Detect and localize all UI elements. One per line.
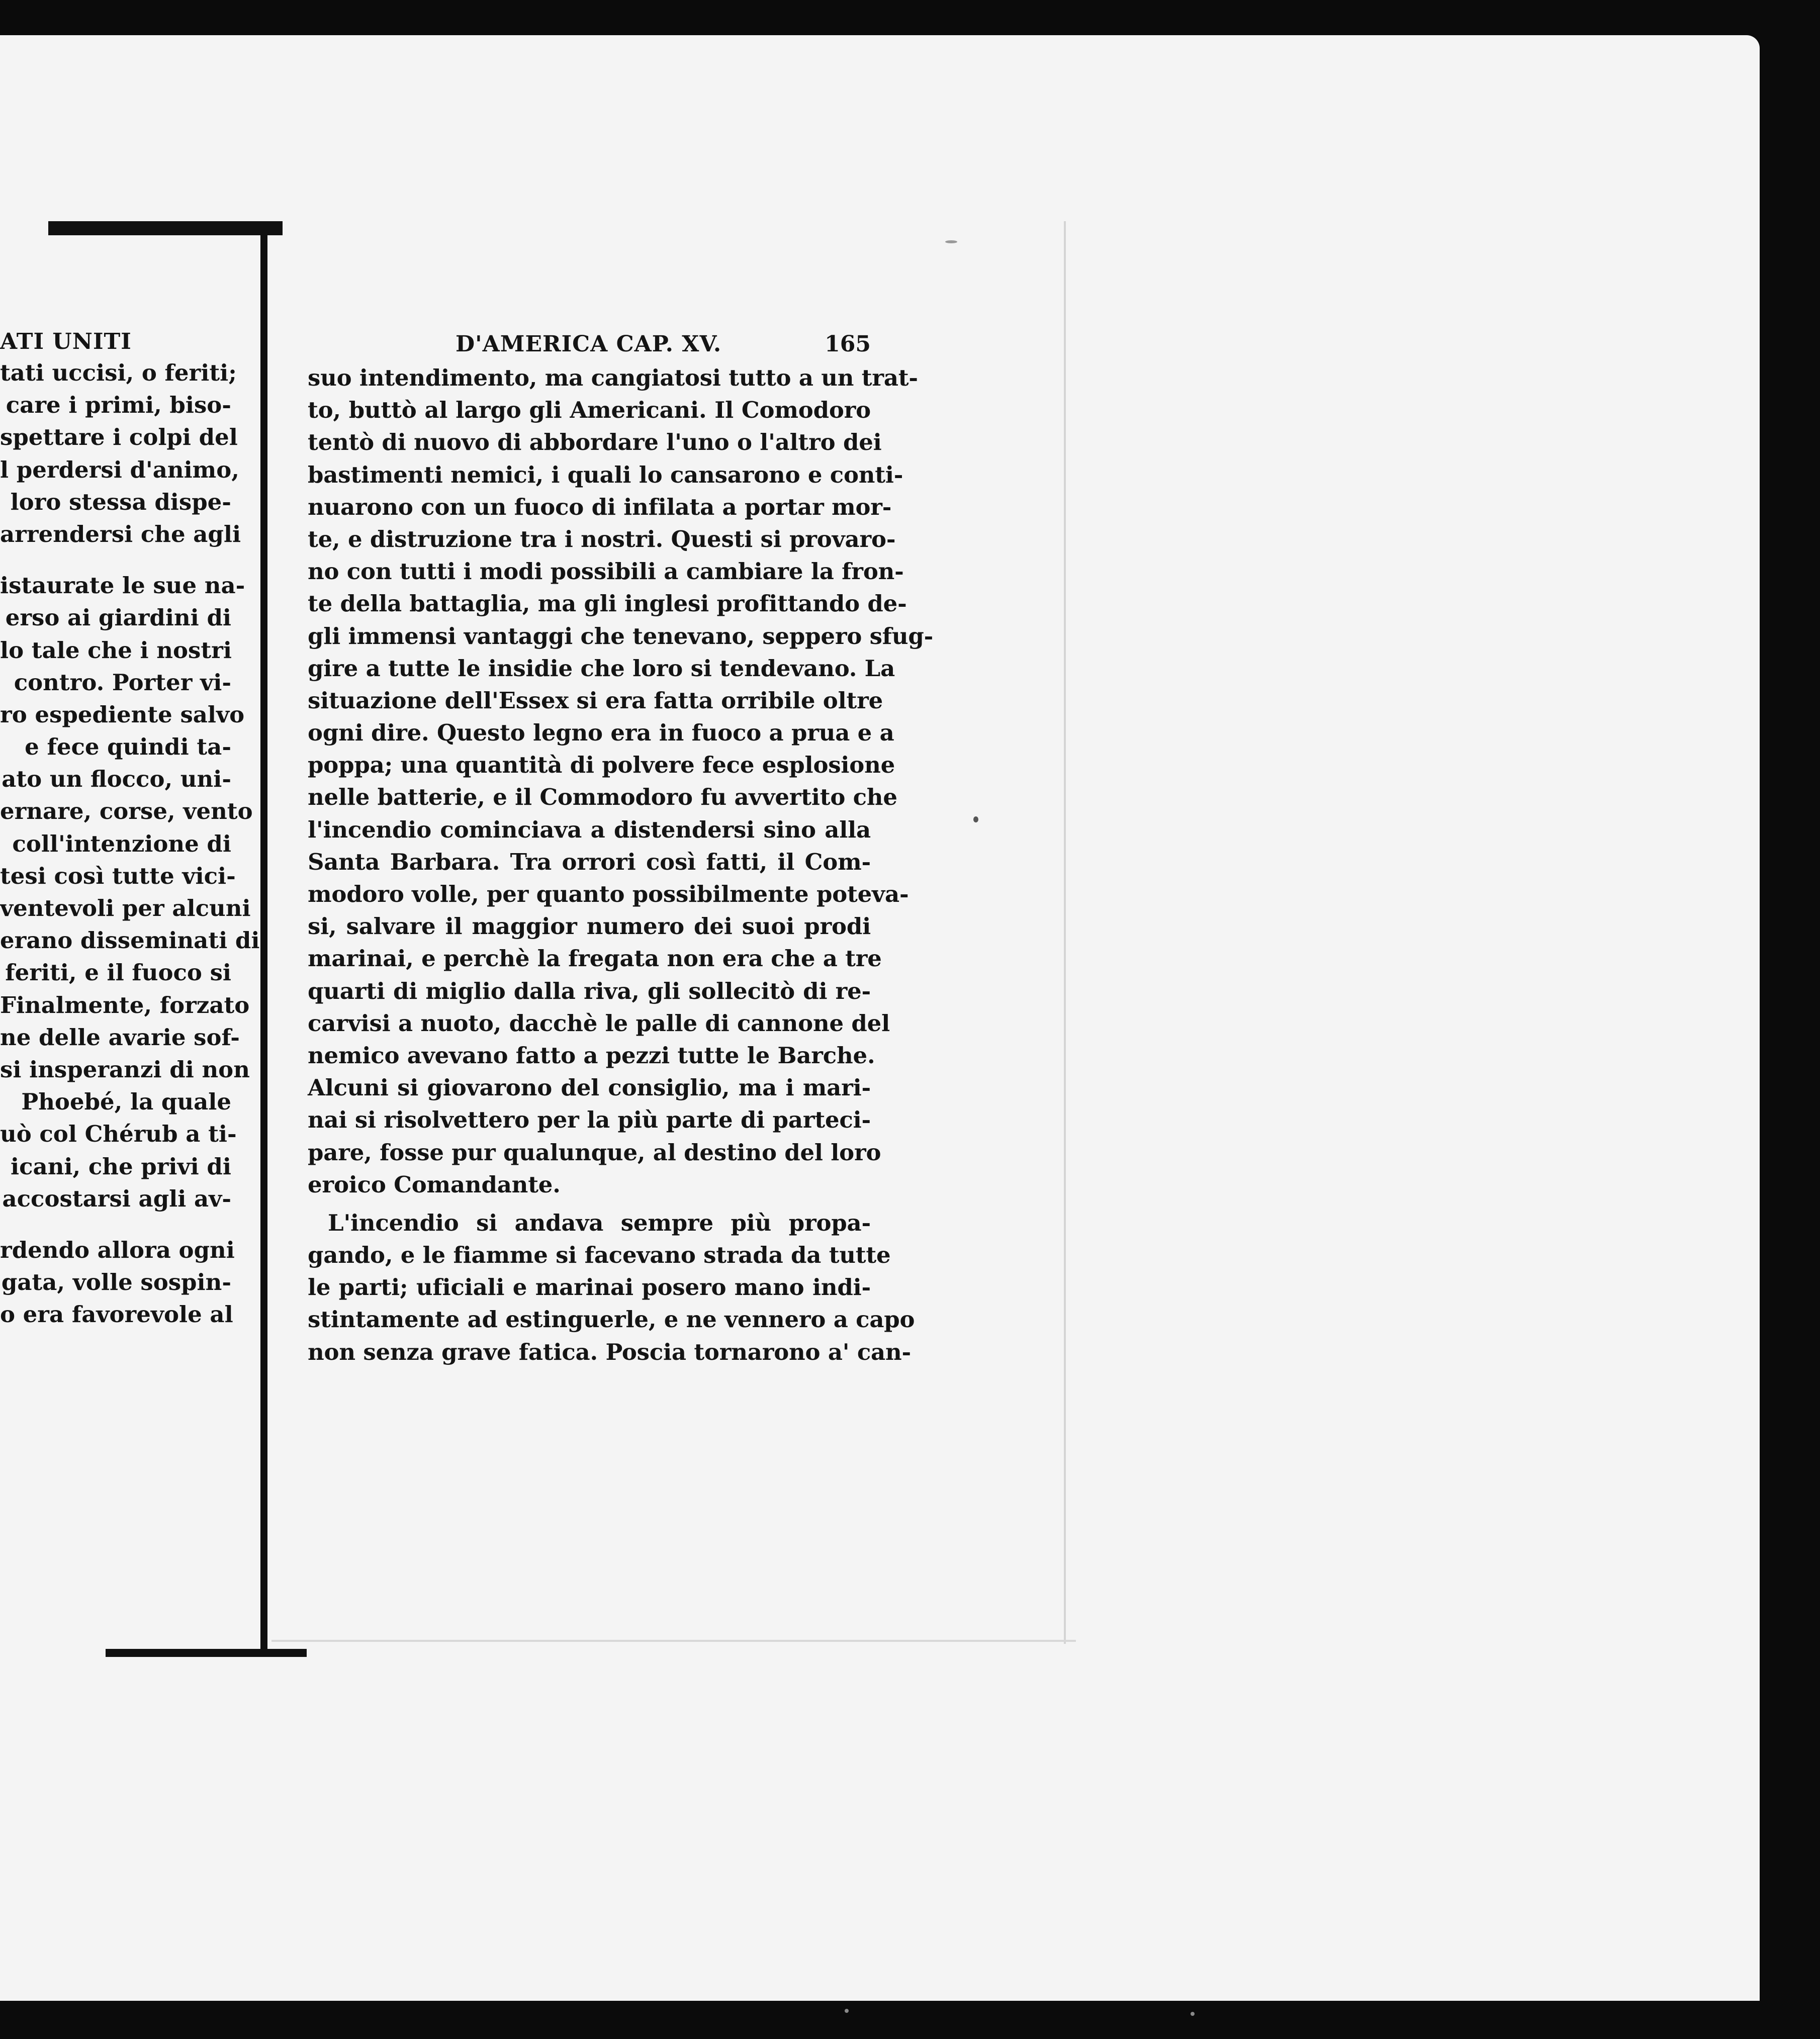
text-line: suo intendimento, ma cangiatosi tutto a un trat-: [308, 364, 918, 391]
left-text-line: ernare, corse, vento: [0, 798, 253, 825]
left-text-gap: [0, 550, 231, 570]
ink-speck: [945, 240, 957, 243]
bracket-rule-vertical: [260, 221, 267, 1656]
left-text-line: care i primi, biso-: [6, 392, 231, 419]
left-text-line: arrendersi che agli: [0, 520, 241, 547]
left-text-line: uò col Chérub a ti-: [0, 1121, 237, 1148]
left-text-line: gata, volle sospin-: [1, 1269, 231, 1296]
text-line: bastimenti nemici, i quali lo cansarono e conti-: [308, 461, 903, 488]
left-text-line: Finalmente, forzato: [0, 991, 250, 1018]
left-text-line: e fece quindi ta-: [25, 733, 231, 761]
left-text-line: spettare i colpi del: [0, 424, 238, 451]
ink-speck: [973, 816, 978, 822]
left-text-line: o era favorevole al: [0, 1301, 233, 1328]
left-text-line: loro stessa dispe-: [10, 488, 231, 515]
left-text-line: coll'intenzione di: [12, 830, 231, 857]
left-text-line: feriti, e il fuoco si: [5, 959, 231, 986]
left-text-line: istaurate le sue na-: [0, 572, 245, 599]
left-text-line: contro. Porter vi-: [14, 669, 231, 696]
text-line: nelle batterie, e il Commodoro fu avvertito che: [308, 784, 897, 811]
text-line: le parti; uficiali e marinai posero mano indi-: [308, 1274, 871, 1301]
left-text-line: ro espediente salvo: [0, 701, 245, 728]
scan-border-bottom: [0, 2001, 1820, 2039]
text-line: ogni dire. Questo legno era in fuoco a prua e a: [308, 719, 894, 747]
text-line: carvisi a nuoto, dacchè le palle di cannone del: [308, 1009, 890, 1037]
left-text-line: ventevoli per alcuni: [0, 895, 251, 921]
bracket-rule-bottom: [106, 1649, 307, 1657]
left-text-line: erano disseminati di: [0, 927, 260, 954]
text-line-paragraph-start: L'incendio si andava sempre più propa-: [328, 1209, 871, 1236]
plate-edge-bottom: [271, 1640, 1076, 1642]
text-line: pare, fosse pur qualunque, al destino del loro: [308, 1139, 881, 1166]
plate-edge-right: [1064, 221, 1066, 1644]
scan-border-right: [1760, 40, 1820, 2039]
text-line: te, e distruzione tra i nostri. Questi si provaro-: [308, 525, 896, 552]
left-text-gap: [0, 1215, 231, 1234]
scan-speck: [1191, 2012, 1195, 2016]
text-line: modoro volle, per quanto possibilmente poteva-: [308, 881, 909, 907]
left-text-line: icani, che privi di: [11, 1153, 231, 1180]
text-line: quarti di miglio dalla riva, gli sollecitò di re-: [308, 977, 871, 1004]
text-line: to, buttò al largo gli Americani. Il Comodoro: [308, 397, 871, 424]
left-text-line: tesi così tutte vici-: [0, 862, 236, 889]
left-running-head: ATI UNITI: [0, 329, 132, 354]
running-head-title: D'AMERICA CAP. XV.: [456, 331, 722, 357]
text-line: stintamente ad estinguerle, e ne vennero a capo: [308, 1306, 915, 1333]
scan-speck: [845, 2009, 849, 2013]
text-line: gire a tutte le insidie che loro si tendevano. La: [308, 655, 895, 682]
left-text-line: tati uccisi, o feriti;: [0, 359, 237, 386]
left-text-line: rdendo allora ogni: [0, 1236, 235, 1263]
text-line: Santa Barbara. Tra orrori così fatti, il Com-: [308, 848, 871, 875]
left-text-line: ato un flocco, uni-: [2, 766, 231, 793]
running-head: [308, 327, 871, 362]
text-line: si, salvare il maggior numero dei suoi prodi: [308, 913, 871, 940]
left-text-line: l perdersi d'animo,: [0, 456, 239, 483]
text-line: marinai, e perchè la fregata non era che a tre: [308, 945, 882, 972]
left-text-line: ne delle avarie sof-: [0, 1024, 240, 1051]
bracket-rule-top: [48, 221, 283, 235]
text-line: tentò di nuovo di abbordare l'uno o l'altro dei: [308, 429, 882, 456]
left-page-column: [0, 327, 260, 1331]
text-line: nuarono con un fuoco di infilata a portar mor-: [308, 493, 892, 520]
text-line: poppa; una quantità di polvere fece esplosione: [308, 752, 895, 779]
text-line: nemico avevano fatto a pezzi tutte le Barche.: [308, 1042, 875, 1069]
left-text-line: lo tale che i nostri: [0, 636, 232, 664]
right-page-column: [308, 327, 934, 1368]
text-line: gli immensi vantaggi che tenevano, seppero sfug-: [308, 622, 934, 650]
page-number: 165: [825, 331, 871, 357]
text-line: nai si risolvettero per la più parte di parteci-: [308, 1106, 871, 1134]
text-line: gando, e le fiamme si facevano strada da tutte: [308, 1242, 891, 1269]
left-text-line: accostarsi agli av-: [2, 1185, 231, 1212]
left-text-line: Phoebé, la quale: [21, 1088, 231, 1116]
text-line: Alcuni si giovarono del consiglio, ma i mari-: [308, 1074, 871, 1101]
text-line-paragraph-end: eroico Comandante.: [308, 1171, 561, 1198]
text-line: no con tutti i modi possibili a cambiare la fron-: [308, 558, 904, 585]
left-text-line: si insperanzi di non: [0, 1056, 250, 1083]
text-line: l'incendio cominciava a distendersi sino alla: [308, 816, 871, 843]
text-line: non senza grave fatica. Poscia tornarono a' can-: [308, 1338, 911, 1365]
text-line: te della battaglia, ma gli inglesi profittando de-: [308, 590, 907, 617]
left-text-line: erso ai giardini di: [5, 604, 231, 631]
text-line: situazione dell'Essex si era fatta orribile oltre: [308, 687, 883, 714]
